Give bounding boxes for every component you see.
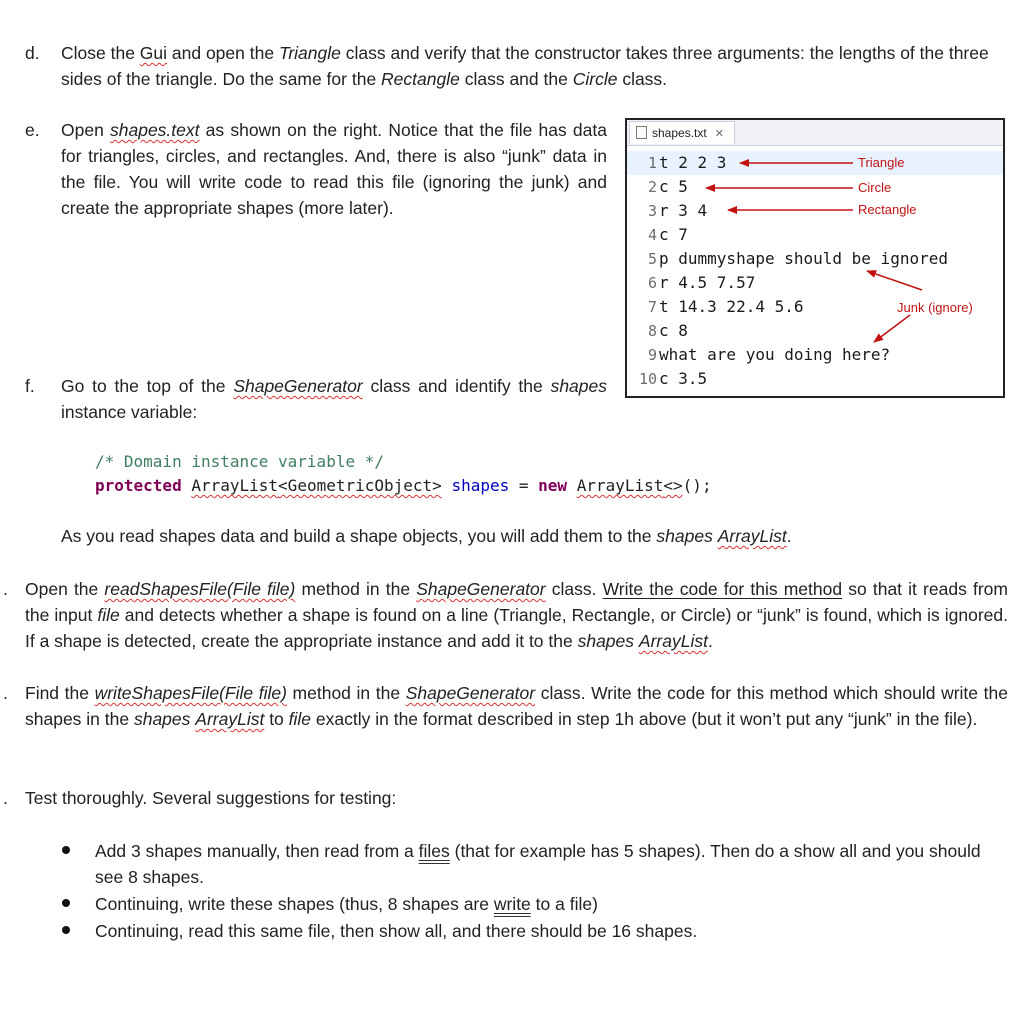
step-e-marker: e.: [25, 120, 40, 140]
bullet-dot: [62, 926, 70, 934]
tab-shapes-txt[interactable]: shapes.txt ✕: [629, 121, 735, 144]
junk-arrow-up: [867, 271, 922, 290]
bullet-item: Add 3 shapes manually, then read from a files (that for example has 5 shapes). Then do a show all and you should see 8 shapes.: [95, 841, 981, 887]
code-declaration: protected ArrayList<GeometricObject> shapes = new ArrayList<>();: [95, 476, 712, 495]
annotation-arrows: [627, 120, 1003, 396]
bullet-dot: [62, 846, 70, 854]
annotation-rectangle: Rectangle: [858, 202, 917, 217]
file-line: 9 what are you doing here?: [647, 345, 891, 364]
close-icon[interactable]: ✕: [714, 128, 724, 140]
step-f-paragraph: Go to the top of the ShapeGenerator class and identify the shapes instance variable:: [61, 376, 607, 422]
bullet-item: Continuing, write these shapes (thus, 8 shapes are write to a file): [95, 894, 598, 914]
annotation-triangle: Triangle: [858, 155, 905, 170]
step-g-paragraph: Open the readShapesFile(File file) method in the ShapeGenerator class. Write the code for this method so that it reads from the input file and detects whether a shape is found on a line (Triangle, Rectangle, or Circle) or “junk” is found, which is ignored. If a shape is detected, create the appropriate instance and add it to the shapes ArrayList.: [25, 579, 1008, 651]
step-f-marker: f.: [25, 376, 35, 396]
file-line: 5 p dummyshape should be ignored: [647, 249, 948, 268]
shapes-note-paragraph: As you read shapes data and build a shape objects, you will add them to the shapes ArrayList.: [61, 526, 792, 546]
annotation-circle: Circle: [858, 180, 892, 195]
bullet-item: Continuing, read this same file, then show all, and there should be 16 shapes.: [95, 921, 698, 941]
file-line: 6 r 4.5 7.57: [647, 273, 756, 292]
file-line: 10 c 3.5: [638, 369, 708, 388]
annotation-junk: Junk (ignore): [897, 300, 973, 315]
file-line: 4 c 7: [647, 225, 688, 244]
step-d-paragraph: Close the Gui and open the Triangle class and verify that the constructor takes three arguments: the lengths of the three sides of the triangle. Do the same for the Rectangle class and the Circle class.: [61, 43, 989, 89]
step-h-marker: .: [3, 683, 8, 703]
step-e-paragraph: Open shapes.text as shown on the right. Notice that the file has data for triangles, circles, and rectangles. And, there is also “junk” data in the file. You will write code to read this file (ignoring the junk) and create the appropriate shapes (more later).: [61, 120, 607, 218]
bullet-dot: [62, 899, 70, 907]
step-i-marker: .: [3, 788, 8, 808]
file-line: 3 r 3 4: [647, 201, 708, 220]
junk-arrow-down: [874, 315, 910, 342]
file-line: 1 t 2 2 3: [627, 151, 1003, 175]
step-i-paragraph: Test thoroughly. Several suggestions for testing:: [25, 788, 397, 808]
shapes-file-panel: [625, 118, 1005, 398]
file-line: 2 c 5: [647, 177, 688, 196]
file-line: 8 c 8: [647, 321, 688, 340]
code-comment: /* Domain instance variable */: [95, 452, 384, 471]
step-h-paragraph: Find the writeShapesFile(File file) method in the ShapeGenerator class. Write the code for this method which should write the shapes in the shapes ArrayList to file exactly in the format described in step 1h above (but it won’t put any “junk” in the file).: [25, 683, 1008, 729]
file-line: 7 t 14.3 22.4 5.6: [647, 297, 804, 316]
step-d-marker: d.: [25, 43, 40, 63]
step-g-marker: .: [3, 579, 8, 599]
